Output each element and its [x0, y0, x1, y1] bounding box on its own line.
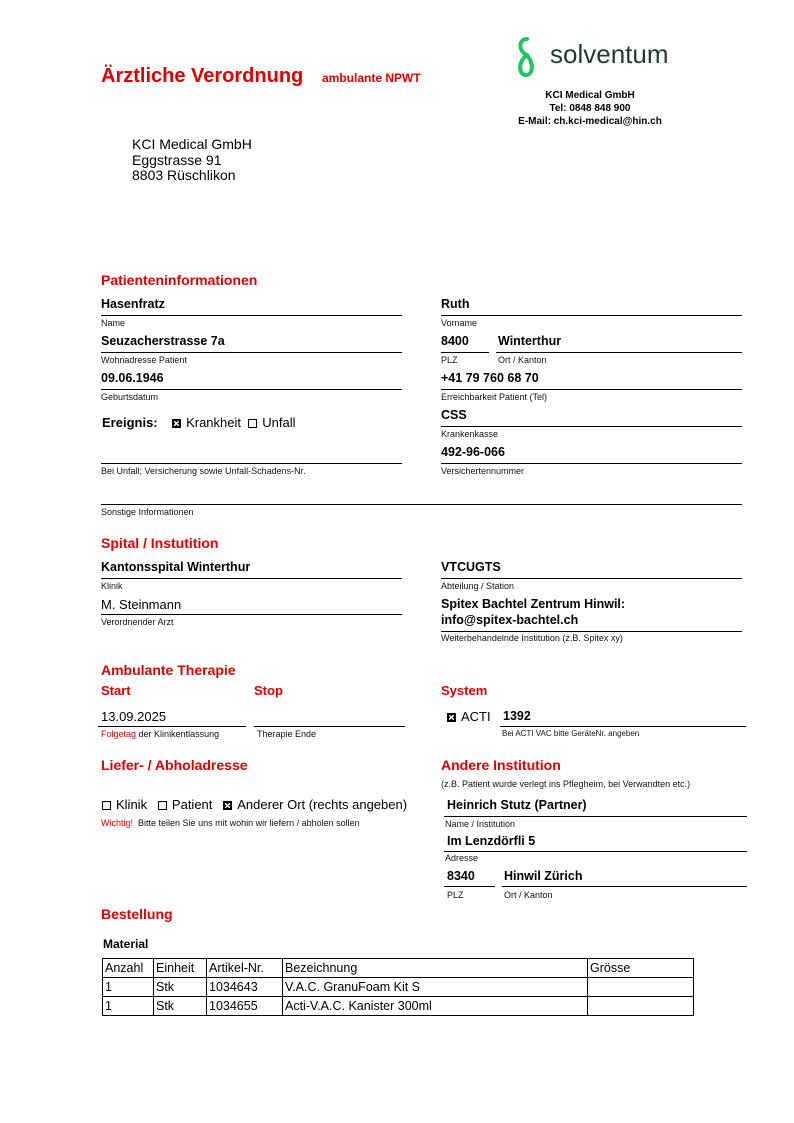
stop-date-field[interactable]: [254, 726, 405, 727]
sonstige-field[interactable]: [101, 504, 742, 505]
cell-artikel[interactable]: 1034655: [207, 997, 283, 1016]
cell-anzahl[interactable]: 1: [103, 978, 154, 997]
logo-text: solventum: [550, 39, 669, 69]
anderer-option-label: Anderer Ort (rechts angeben): [237, 797, 408, 812]
versichertennummer[interactable]: 492-96-066: [441, 445, 505, 459]
checkbox-acti[interactable]: [447, 713, 456, 722]
cell-einheit[interactable]: Stk: [154, 978, 207, 997]
acti-label: ACTI: [461, 709, 491, 724]
krankheit-label: Krankheit: [186, 415, 241, 430]
label: Weiterbehandelnde Institution (z.B. Spitex xy): [441, 633, 623, 643]
checkbox-unfall[interactable]: [248, 419, 257, 428]
andere-ort[interactable]: Hinwil Zürich: [504, 869, 583, 883]
label: Bei ACTI VAC bitte GeräteNr. angeben: [502, 729, 640, 738]
material-label: Material: [103, 937, 149, 951]
company-tel: Tel: 0848 848 900: [549, 103, 631, 114]
delivery-options: [102, 798, 407, 811]
form-subtitle: ambulante NPWT: [322, 71, 421, 85]
label: Versichertennummer: [441, 466, 525, 476]
company-email: E-Mail: ch.kci-medical@hin.ch: [518, 116, 662, 127]
patient-phone[interactable]: +41 79 760 68 70: [441, 371, 539, 385]
label: Vorname: [441, 318, 478, 328]
andere-note: (z.B. Patient wurde verlegt ins Pflegheim, bei Verwandten etc.): [441, 779, 691, 789]
recipient-address: [132, 137, 252, 184]
cell-groesse[interactable]: [588, 997, 694, 1016]
column-header: Bezeichnung: [283, 959, 588, 978]
checkbox-patient[interactable]: [158, 801, 167, 810]
section-therapie: Ambulante Therapie: [101, 662, 236, 678]
label: Erreichbarkeit Patient (Tel): [441, 392, 548, 402]
checkbox-anderer-ort[interactable]: [223, 801, 232, 810]
label: PLZ: [441, 355, 458, 365]
section-liefer: Liefer- / Abholadresse: [101, 757, 248, 773]
cell-groesse[interactable]: [588, 978, 694, 997]
solventum-logo: [512, 35, 669, 84]
folgetag-label: Folgetag: [101, 729, 137, 739]
patient-name[interactable]: Hasenfratz: [101, 297, 165, 311]
patient-plz[interactable]: 8400: [441, 334, 469, 348]
andere-plz[interactable]: 8340: [447, 869, 475, 883]
section-patient: Patienteninformationen: [101, 272, 258, 288]
label: Name / Institution: [445, 819, 516, 829]
unfall-label: Unfall: [262, 415, 296, 430]
start-date[interactable]: 13.09.2025: [101, 709, 167, 724]
column-header: Einheit: [154, 959, 207, 978]
form-title: Ärztliche Verordnung: [101, 65, 304, 87]
verordnender-arzt[interactable]: M. Steinmann: [101, 597, 182, 612]
material-table: [102, 958, 694, 1016]
section-andere: Andere Institution: [441, 757, 561, 773]
label: Therapie Ende: [257, 729, 317, 739]
company-name: KCI Medical GmbH: [545, 90, 635, 101]
event-label: Ereignis:: [102, 415, 158, 430]
cell-anzahl[interactable]: 1: [103, 997, 154, 1016]
start-heading: Start: [101, 683, 131, 698]
checkbox-krankheit[interactable]: [172, 419, 181, 428]
weiterbehandelnde-line2[interactable]: info@spitex-bachtel.ch: [441, 613, 579, 627]
cell-artikel[interactable]: 1034643: [207, 978, 283, 997]
label: Geburtsdatum: [101, 392, 159, 402]
patient-dob[interactable]: 09.06.1946: [101, 371, 164, 385]
cell-bezeichnung[interactable]: Acti-V.A.C. Kanister 300ml: [283, 997, 588, 1016]
andere-adresse[interactable]: Im Lenzdörfli 5: [447, 834, 536, 848]
label: Name: [101, 318, 126, 328]
company-contact: [490, 89, 690, 128]
logo-mark-icon: [512, 35, 542, 79]
patient-option-label: Patient: [171, 797, 213, 812]
unfall-field[interactable]: [101, 463, 402, 464]
section-bestellung: Bestellung: [101, 906, 173, 922]
column-header: Grösse: [588, 959, 694, 978]
checkbox-klinik[interactable]: [102, 801, 111, 810]
recipient-line: Eggstrasse 91: [132, 151, 222, 168]
wichtig-label: Wichtig!: [101, 818, 134, 828]
stop-heading: Stop: [254, 683, 283, 698]
patient-ort[interactable]: Winterthur: [498, 334, 562, 348]
label: Klinik: [101, 581, 123, 591]
section-spital: Spital / Instutition: [101, 535, 219, 551]
table-row: [103, 997, 694, 1016]
recipient-line: KCI Medical GmbH: [132, 136, 252, 152]
wichtig-note: [101, 819, 360, 828]
start-label: [101, 730, 219, 739]
label: Verordnender Arzt: [101, 617, 174, 627]
cell-einheit[interactable]: Stk: [154, 997, 207, 1016]
weiterbehandelnde-line1[interactable]: Spitex Bachtel Zentrum Hinwil:: [441, 597, 626, 611]
krankenkasse[interactable]: CSS: [441, 408, 467, 422]
system-acti: [447, 710, 491, 723]
label: Ort / Kanton: [498, 355, 547, 365]
recipient-line: 8803 Rüschlikon: [132, 167, 236, 183]
label: Sonstige Informationen: [101, 507, 194, 517]
system-heading: System: [441, 683, 488, 698]
klinik[interactable]: Kantonsspital Winterthur: [101, 560, 251, 574]
patient-address[interactable]: Seuzacherstrasse 7a: [101, 334, 225, 348]
label: Abteilung / Station: [441, 581, 515, 591]
patient-vorname[interactable]: Ruth: [441, 297, 470, 311]
label: Krankenkasse: [441, 429, 499, 439]
andere-name[interactable]: Heinrich Stutz (Partner): [447, 798, 587, 812]
abteilung[interactable]: VTCUGTS: [441, 560, 501, 574]
start-label-rest: der Klinikentlassung: [138, 729, 220, 739]
label: PLZ: [447, 890, 464, 900]
label: Wohnadresse Patient: [101, 355, 187, 365]
note-text: Bitte teilen Sie uns mit wohin wir liefern / abholen sollen: [138, 818, 360, 828]
column-header: Anzahl: [103, 959, 154, 978]
cell-bezeichnung[interactable]: V.A.C. GranuFoam Kit S: [283, 978, 588, 997]
table-header-row: [103, 959, 694, 978]
klinik-option-label: Klinik: [116, 797, 148, 812]
label: Ort / Kanton: [504, 890, 553, 900]
label: Adresse: [445, 853, 479, 863]
event-group: [102, 416, 295, 429]
table-row: [103, 978, 694, 997]
column-header: Artikel-Nr.: [207, 959, 283, 978]
device-number[interactable]: 1392: [503, 709, 531, 723]
label: Bei Unfall; Versicherung sowie Unfall-Schadens-Nr.: [101, 466, 306, 476]
